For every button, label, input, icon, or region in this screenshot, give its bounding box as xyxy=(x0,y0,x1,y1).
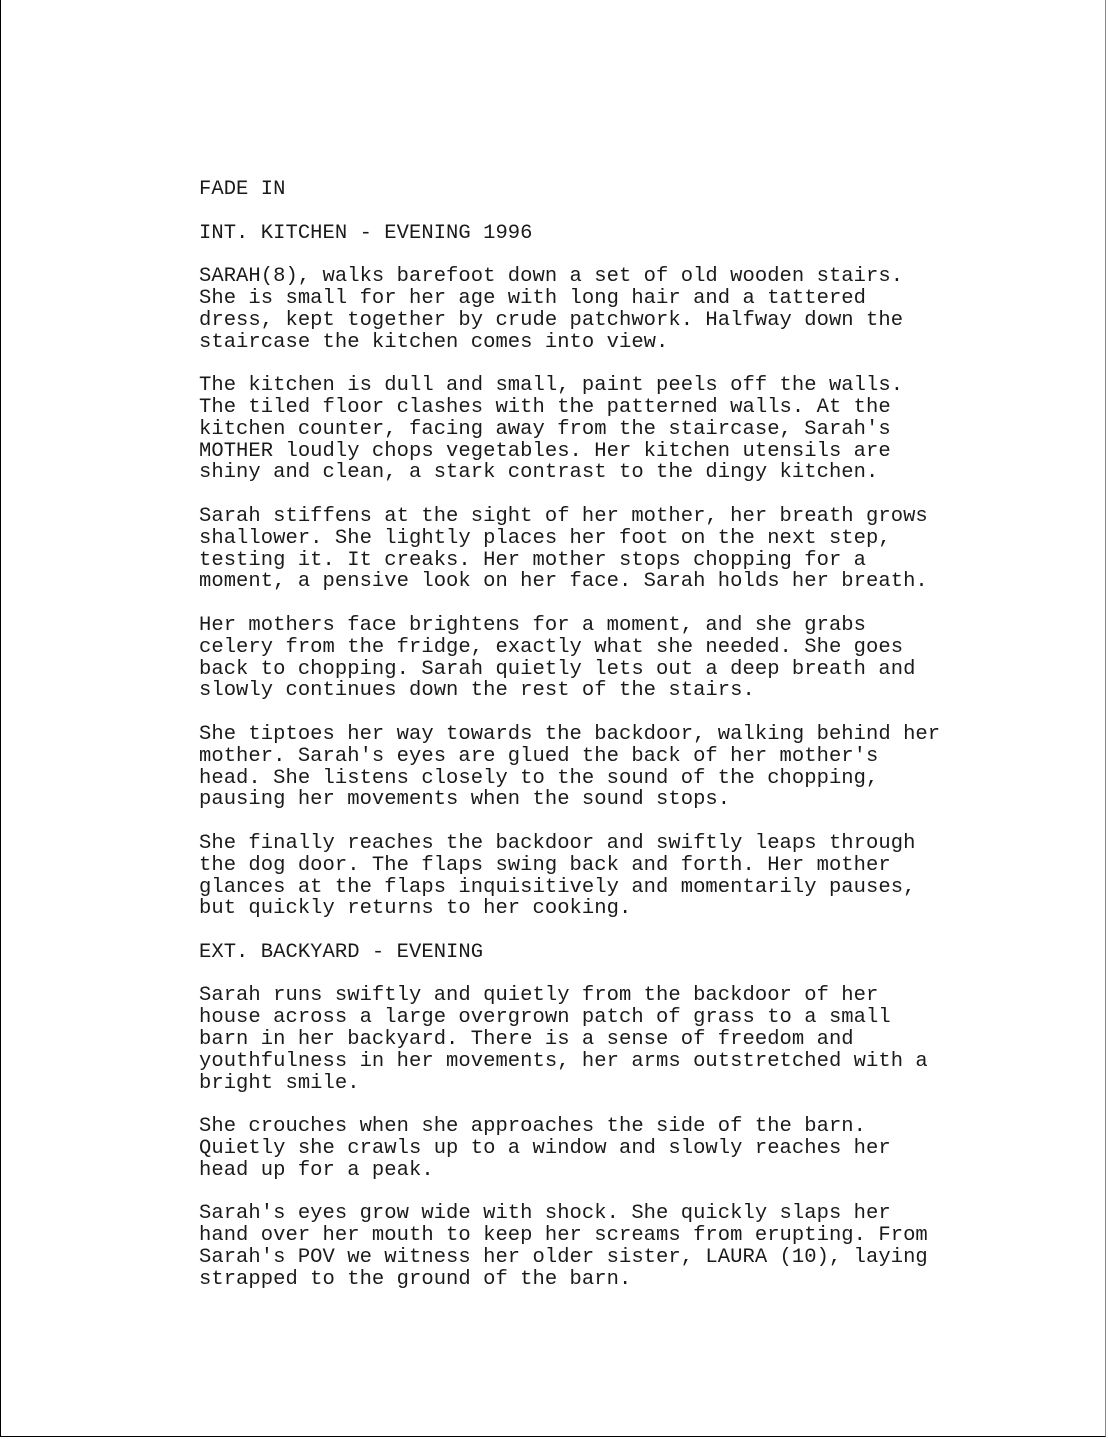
scene-heading: EXT. BACKYARD - EVENING xyxy=(199,940,484,964)
action-paragraph: The kitchen is dull and small, paint peels off the walls. The tiled floor clashes with the patterned walls. At the kitchen counter, facing away from the staircase, Sarah's MOTHER loudly chops vegetables. Her kitchen utensils are shiny and clean, a stark contrast to the dingy kitchen. xyxy=(199,374,904,485)
action-paragraph: She finally reaches the backdoor and swiftly leaps through the dog door. The flaps swing back and forth. Her mother glances at the flaps inquisitively and momentarily pauses, but quickly returns to her cooking. xyxy=(199,831,916,921)
action-paragraph: Sarah's eyes grow wide with shock. She quickly slaps her hand over her mouth to keep her screams from erupting. From Sarah's POV we witness her older sister, LAURA (10), laying strapped to the ground of the barn. xyxy=(199,1202,928,1291)
action-paragraph: She crouches when she approaches the side of the barn. Quietly she crawls up to a window and slowly reaches her head up for a peak. xyxy=(199,1115,891,1182)
action-paragraph: Sarah runs swiftly and quietly from the backdoor of her house across a large overgrown patch of grass to a small barn in her backyard. There is a sense of freedom and youthfulness in her movements, her arms outstretched with a bright smile. xyxy=(199,984,928,1095)
transition-fade-in: FADE IN xyxy=(199,178,286,201)
action-paragraph: She tiptoes her way towards the backdoor, walking behind her mother. Sarah's eyes are glued the back of her mother's head. She listens closely to the sound of the chopping, pausing her movements when the sound stops. xyxy=(199,722,941,812)
action-paragraph: Sarah stiffens at the sight of her mother, her breath grows shallower. She lightly places her foot on the next step, testing it. It creaks. Her mother stops chopping for a moment, a pensive look on her face. Sarah holds her breath. xyxy=(199,504,928,594)
action-paragraph: SARAH(8), walks barefoot down a set of old wooden stairs. She is small for her age with long hair and a tattered dress, kept together by crude patchwork. Halfway down the staircase the kitchen comes into view. xyxy=(199,265,904,354)
action-paragraph: Her mothers face brightens for a moment, and she grabs celery from the fridge, exactly what she needed. She goes back to chopping. Sarah quietly lets out a deep breath and slowly continues down the rest of the stairs. xyxy=(199,613,916,703)
screenplay-body xyxy=(199,179,999,1291)
scene-heading: INT. KITCHEN - EVENING 1996 xyxy=(199,221,533,245)
